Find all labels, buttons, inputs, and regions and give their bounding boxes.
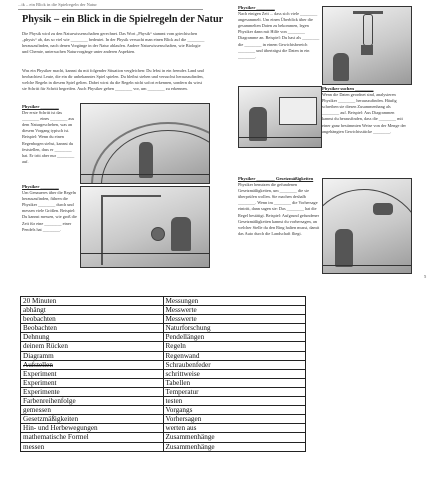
word-bank-cell-left: Farbenreihenfolge [21,397,164,406]
word-bank-row [21,387,306,396]
word-bank-cell-left: beobachten [21,315,164,324]
word-bank-cell-right: testen [163,397,306,406]
caption-text: Der erste Schritt ist das ________ eines ________ aus dem Naturgeschehen, was an diesem Vorgang typisch ist. Beispiel: Wenn du einen Regenbogen siehst, kannst du feststellen, dass er ________ hat. Er tritt aber nur ________ auf. [22,110,75,164]
word-bank-cell-right: Pendellängen [163,333,306,342]
word-bank-row [21,406,306,415]
intro-paragraph-1: Die Physik wird zu den Naturwissenschaften gerechnet. Das Wort „Physik“ stammt vom griechischen „physis“ ab, das so viel wie ________ bedeutet. In der Physik versucht man einen Blick auf die ________ herauszufinden, nach denen Vorgänge in der Natur ablaufen. Andere Naturwissenschaften, wie Biologie und Chemie, untersuchen Naturvorgänge unter anderen Aspekten. [22,31,205,55]
caption-heading: Physiker suchen ________ [322,86,374,91]
word-bank-cell-left: gemessen [21,406,164,415]
word-bank-row [21,433,306,442]
word-bank-row [21,351,306,360]
illustration-rainbow-observer [80,103,210,184]
word-bank-cell-right: werten aus [163,424,306,433]
page-title: Physik – ein Blick in die Spielregeln der Natur [22,14,224,25]
caption-block-1 [22,104,78,182]
caption-text: Wenn die Daten geordnet sind, analysieren Physiker ________ herauszufinden. Häufig schreiben sie diesen Zusammenhang als ________ auf. Beispiel: Aus Diagrammen kannst du herausfinden, dass die ________ mit einer ganz bestimmten Weise von der Menge der angehängten Gewichtsstücke ________. [322,92,406,134]
intro-paragraph-2: Was ein Physiker macht, kannst du mit folgender Situation vergleichen: Du lebst in ein fremdes Land und beobachtest Leute, die ein dir unbekanntes Spiel spielen. Du bleibst stehen und versuchst herauszufinden, welche Regeln in diesem Spiel gelten. Dabei wirst du die Regeln nicht sofort erkennen, sondern du wirst sie Schritt für Schritt begreifen. Auch Physiker gehen ________ vor, um ________ zu erkennen. [22,68,204,92]
word-bank-cell-left: Hin- und Herbewegungen [21,424,164,433]
word-bank-cell-right: Zusammenhänge [163,442,306,451]
word-bank-cell-left: mathematische Formel [21,433,164,442]
caption-text: Physiker benutzen die gefundenen Gesetzmäßigkeiten, um ________ die sie überprüfen wollen. Sie machen deshalb ________. Wenn im ________ die Vorhersage eintritt, dann sagen sie: Das ________ hat die Regel bestätigt. Beispiel: Aufgrund gefundener Gesetzmäßigkeiten kannst du vorhersagen, an welcher Stelle du den Ring halten musst, damit das Auto durch die Landschaft fliegt. [238,182,320,236]
word-bank-cell-left: messen [21,442,164,451]
caption-block-5 [238,176,320,272]
word-bank-cell-right: Naturforschung [163,324,306,333]
word-bank-cell-left: 20 Minuten [21,297,164,306]
word-bank-row [21,333,306,342]
illustration-pendulum-experiment [80,186,210,268]
word-bank-row [21,342,306,351]
caption-text: Nach einigen Zeit ... dass sich viele ________ angesammelt. Um einen Überblick über die gesammelten Daten zu bekommen, legen Physiker dann mit Hilfe von ________ Diagramme an. Beispiel: Du hast als ________ die ________ in einem Gewichtsbereich ________ und überträgst die Daten in ein ________. [238,11,320,59]
word-bank-cell-right: Messungen [163,297,306,306]
caption-heading: Physiker ________ [22,184,59,189]
header-rule [18,9,203,10]
word-bank-cell-right: Regenwand [163,351,306,360]
word-bank-cell-left: Beobachten [21,324,164,333]
word-bank-row [21,315,306,324]
caption-block-2 [22,184,78,264]
word-bank-row [21,306,306,315]
word-bank-cell-left: abhängt [21,306,164,315]
word-bank-cell-left: Dehnung [21,333,164,342]
word-bank-cell-left: Experiment [21,378,164,387]
caption-heading: Physiker ________ [22,104,59,109]
word-bank-cell-right: Temperatur [163,387,306,396]
word-bank-row [21,369,306,378]
running-header: ...ik – ein Blick in die Spielregeln der Natur [18,2,97,7]
word-bank-row [21,415,306,424]
word-bank-cell-left: Gesetzmäßigkeiten [21,415,164,424]
word-bank-cell-right: Regeln [163,342,306,351]
illustration-flying-car-test [322,178,412,274]
word-bank-cell-right: Schraubenfeder [163,360,306,369]
word-bank-cell-right: schrittweise [163,369,306,378]
word-bank-cell-left: Experiment [21,369,164,378]
word-bank-cell-right: Messwerte [163,306,306,315]
word-bank-row [21,424,306,433]
illustration-data-analysis [238,86,322,148]
caption-heading: Physiker ________ [238,5,275,10]
word-bank-cell-left: Experimente [21,387,164,396]
word-bank-row [21,360,306,369]
word-bank-row [21,442,306,451]
word-bank-row [21,397,306,406]
word-bank-table [20,296,306,452]
caption-block-3 [238,5,320,77]
word-bank-row [21,378,306,387]
word-bank-cell-right: Tabellen [163,378,306,387]
page-number: 5 [424,274,427,279]
caption-block-4 [322,86,406,176]
word-bank-cell-right: Messwerte [163,315,306,324]
word-bank-cell-right: Vorgangs [163,406,306,415]
word-bank-cell-left: Aufstellen [21,360,164,369]
word-bank-cell-right: Zusammenhänge [163,433,306,442]
word-bank-cell-left: Diagramm [21,351,164,360]
word-bank-cell-right: Vorhersagen [163,415,306,424]
word-bank-row [21,324,306,333]
word-bank-cell-left: deinem Rücken [21,342,164,351]
caption-text: Um Genaueres über die Regeln herauszufinden, führen die Physiker ________ durch und messen viele Größen. Beispiel: Du kannst messen, wie groß die Zeit für eine ________ einer Pendels hat ________. [22,190,77,232]
caption-heading: Physiker ________ Gesetzmäßigkeiten [238,176,314,181]
illustration-spring-measurement [322,6,412,85]
word-bank-row [21,297,306,306]
